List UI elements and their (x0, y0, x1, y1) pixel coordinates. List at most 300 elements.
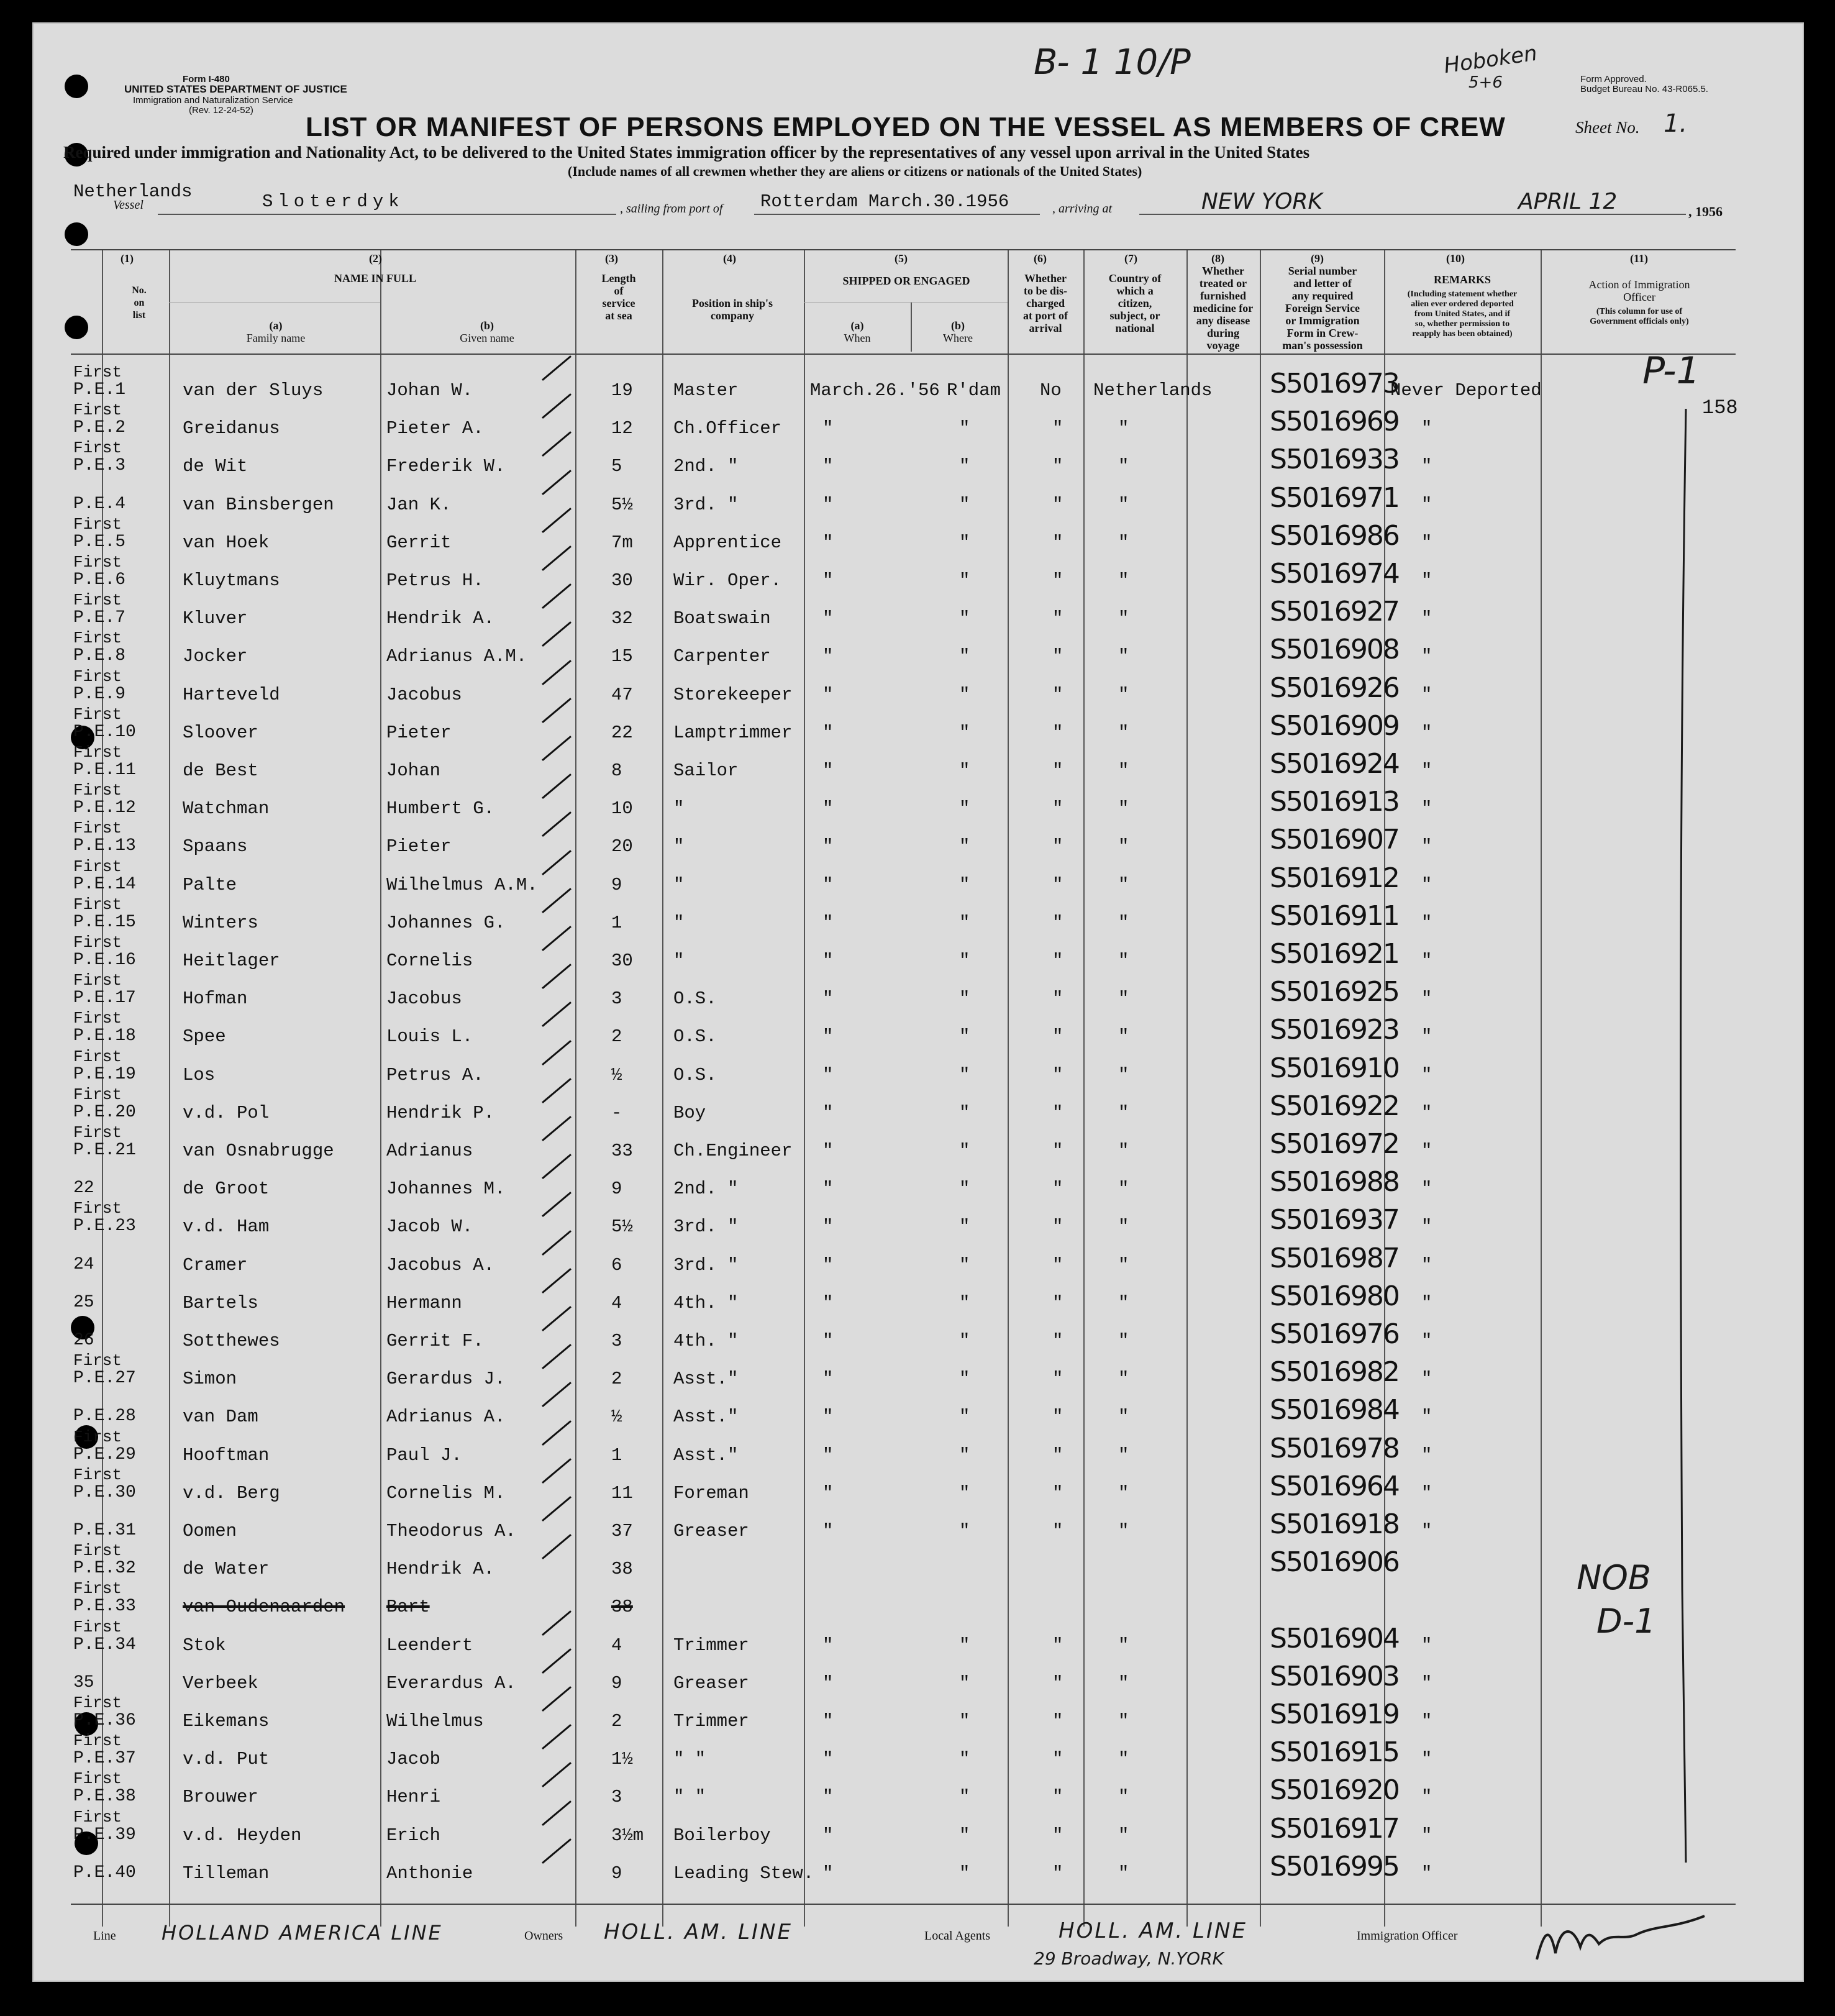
table-row (34, 1850, 1803, 1896)
remarks: " (1421, 1369, 1432, 1390)
serial-number: S5016933 (1270, 444, 1399, 476)
row-number: P.E.34 (73, 1635, 136, 1654)
length-of-service: 33 (611, 1141, 633, 1161)
family-name: Tilleman (183, 1863, 270, 1884)
serial-number: S5016964 (1270, 1470, 1399, 1502)
position: O.S. (673, 1026, 717, 1047)
given-name: Gerrit F. (386, 1331, 484, 1351)
shipped-when: " (822, 1407, 834, 1428)
vessel-nationality: Netherlands (73, 181, 193, 202)
shipped-where: " (959, 1369, 970, 1390)
col11-subheader: (This column for use of Government officials only) (1590, 307, 1689, 326)
col2b-label: (b) (480, 319, 494, 332)
given-name: Paul J. (386, 1444, 462, 1466)
table-row (34, 1318, 1803, 1364)
shipped-when: " (822, 836, 834, 857)
manifest-page (32, 22, 1804, 1982)
shipped-where: R'dam (947, 380, 1001, 401)
family-name: Verbeek (183, 1672, 258, 1694)
remarks: " (1421, 532, 1432, 553)
row-class-mark: First (73, 933, 122, 952)
shipped-where: " (959, 532, 970, 553)
shipped-where: " (959, 1141, 970, 1161)
col1-number: (1) (121, 252, 134, 265)
discharge-flag: " (1052, 1292, 1063, 1313)
col2b-header: Given name (460, 332, 514, 344)
discharge-flag: " (1052, 1749, 1063, 1770)
discharge-flag: " (1052, 1863, 1063, 1884)
row-number: P.E.23 (73, 1216, 136, 1236)
position: 4th. " (673, 1292, 739, 1313)
discharge-flag: " (1052, 1141, 1063, 1161)
country: " (1118, 988, 1129, 1010)
shipped-when: " (822, 1141, 834, 1161)
punch-hole (65, 222, 88, 246)
serial-number: S5016920 (1270, 1774, 1399, 1807)
position: 2nd. " (673, 456, 739, 477)
family-name: van Dam (183, 1407, 258, 1428)
row-class-mark: First (73, 857, 122, 876)
position: " (673, 798, 685, 819)
family-name: Stok (183, 1635, 226, 1656)
given-name: Anthonie (386, 1863, 473, 1884)
serial-number: S5016984 (1270, 1394, 1399, 1426)
shipped-when: " (822, 1787, 834, 1808)
length-of-service: 1 (611, 1444, 622, 1466)
budget-bureau: Budget Bureau No. 43-R065.5. (1580, 84, 1708, 94)
given-name: Humbert G. (386, 798, 495, 819)
handwritten-158-mark: 158 (1702, 396, 1738, 419)
shipped-when: " (822, 1292, 834, 1313)
row-number: P.E.31 (73, 1521, 136, 1540)
col10-subheader: (Including statement whether alien ever ordered deported from United States, and if so, whether permission to reapply has been obtained) (1407, 290, 1518, 339)
row-class-mark: First (73, 401, 122, 420)
shipped-where: " (959, 1292, 970, 1313)
country: " (1118, 1521, 1129, 1541)
discharge-flag: " (1052, 684, 1063, 705)
row-class-mark: First (73, 1047, 122, 1066)
country: " (1118, 1711, 1129, 1731)
family-name: van Oudenaarden (183, 1597, 345, 1618)
serial-number: S5016921 (1270, 938, 1399, 970)
given-name: Jacob W. (386, 1216, 473, 1238)
position: Greaser (673, 1521, 749, 1541)
serial-number: S5016971 (1270, 481, 1399, 514)
shipped-when: " (822, 1672, 834, 1694)
row-number: P.E.28 (73, 1407, 136, 1426)
shipped-where: " (959, 684, 970, 705)
given-name: Adrianus A.M. (386, 646, 527, 667)
position: Ch.Engineer (673, 1141, 793, 1161)
shipped-where: " (959, 1787, 970, 1808)
serial-number: S5016927 (1270, 596, 1399, 628)
family-name: Eikemans (183, 1711, 270, 1731)
col4-header: Position in ship's company (691, 297, 773, 322)
shipped-where: " (959, 836, 970, 857)
shipped-when: " (822, 418, 834, 439)
footer-agents-address: 29 Broadway, N.YORK (1034, 1948, 1224, 1969)
length-of-service: 3 (611, 1331, 622, 1351)
position: Greaser (673, 1672, 749, 1694)
length-of-service: 19 (611, 380, 633, 401)
discharge-flag: " (1052, 874, 1063, 895)
footer-officer-label: Immigration Officer (1357, 1929, 1458, 1943)
given-name: Theodorus A. (386, 1521, 516, 1541)
shipped-when: " (822, 646, 834, 667)
position: Boilerboy (673, 1825, 771, 1846)
shipped-where: " (959, 1749, 970, 1770)
remarks: " (1421, 1672, 1432, 1694)
shipped-where: " (959, 1521, 970, 1541)
length-of-service: 30 (611, 570, 633, 591)
table-row (34, 1085, 1803, 1136)
country: " (1118, 532, 1129, 553)
row-class-mark: First (73, 705, 122, 724)
table-row (34, 1769, 1803, 1820)
given-name: Johannes M. (386, 1179, 506, 1200)
table-row (34, 553, 1803, 603)
row-number: P.E.27 (73, 1369, 136, 1389)
length-of-service: 4 (611, 1635, 622, 1656)
shipped-when: " (822, 1749, 834, 1770)
country: " (1118, 1254, 1129, 1275)
discharge-flag: " (1052, 494, 1063, 515)
serial-number: S5016986 (1270, 519, 1399, 552)
col5a-header: When (844, 332, 871, 344)
serial-number: S5016976 (1270, 1318, 1399, 1350)
discharge-flag: " (1052, 1407, 1063, 1428)
table-row (34, 1694, 1803, 1744)
shipped-when: " (822, 722, 834, 743)
length-of-service: 22 (611, 722, 633, 743)
family-name: Los (183, 1064, 216, 1085)
position: Trimmer (673, 1711, 749, 1731)
col10-number: (10) (1446, 252, 1465, 265)
discharge-flag: " (1052, 1102, 1063, 1123)
col10-header: REMARKS (1433, 273, 1491, 286)
family-name: v.d. Pol (183, 1102, 270, 1123)
family-name: de Groot (183, 1179, 270, 1200)
shipped-when: " (822, 1711, 834, 1731)
table-row (34, 1807, 1803, 1858)
row-class-mark: First (73, 819, 122, 838)
position: " (673, 951, 685, 971)
row-number: P.E.19 (73, 1064, 136, 1084)
discharge-flag: " (1052, 912, 1063, 933)
col7-number: (7) (1124, 252, 1137, 265)
length-of-service: 3 (611, 988, 622, 1010)
discharge-flag: " (1052, 722, 1063, 743)
country: " (1118, 1749, 1129, 1770)
serial-number: S5016917 (1270, 1812, 1399, 1845)
shipped-where: " (959, 494, 970, 515)
row-class-mark: First (73, 514, 122, 534)
row-class-mark: First (73, 1465, 122, 1484)
row-number: P.E.10 (73, 722, 136, 742)
row-class-mark: First (73, 1617, 122, 1636)
serial-number: S5016911 (1270, 900, 1399, 932)
serial-number: S5016918 (1270, 1508, 1399, 1540)
table-row (34, 1280, 1803, 1326)
remarks: " (1421, 1521, 1432, 1541)
shipped-where: " (959, 1102, 970, 1123)
page-title: LIST OR MANIFEST OF PERSONS EMPLOYED ON THE VESSEL AS MEMBERS OF CREW (306, 112, 1506, 142)
table-row (34, 1123, 1803, 1174)
family-name: Spee (183, 1026, 226, 1047)
table-row (34, 743, 1803, 793)
given-name: Jacob (386, 1749, 441, 1770)
col11-header: Action of Immigration Officer (1588, 278, 1690, 303)
shipped-where: " (959, 1444, 970, 1466)
remarks: " (1421, 456, 1432, 477)
family-name: van Osnabrugge (183, 1141, 334, 1161)
shipped-where: " (959, 646, 970, 667)
discharge-flag: " (1052, 1369, 1063, 1390)
row-class-mark: First (73, 1123, 122, 1142)
row-number: 25 (73, 1292, 94, 1312)
country: " (1118, 494, 1129, 515)
table-row (34, 781, 1803, 831)
position: Apprentice (673, 532, 782, 553)
country: " (1118, 1787, 1129, 1808)
remarks: " (1421, 912, 1432, 933)
family-name: Brouwer (183, 1787, 258, 1808)
table-row (34, 819, 1803, 869)
shipped-when: " (822, 532, 834, 553)
shipped-where: " (959, 798, 970, 819)
serial-number: S5016922 (1270, 1090, 1399, 1122)
discharge-flag: " (1052, 1179, 1063, 1200)
discharge-flag: " (1052, 1672, 1063, 1694)
table-row (34, 1427, 1803, 1478)
serial-number: S5016987 (1270, 1242, 1399, 1274)
row-number: P.E.36 (73, 1711, 136, 1730)
col5-header: SHIPPED OR ENGAGED (842, 275, 970, 287)
position: " " (673, 1749, 706, 1770)
remarks: " (1421, 760, 1432, 781)
sailing-label: , sailing from port of (620, 202, 723, 216)
family-name: Simon (183, 1369, 237, 1390)
discharge-flag: " (1052, 1064, 1063, 1085)
length-of-service: 5½ (611, 494, 633, 515)
shipped-when: " (822, 1521, 834, 1541)
position: Carpenter (673, 646, 771, 667)
row-number: P.E.4 (73, 494, 126, 514)
shipped-when: " (822, 988, 834, 1010)
country: " (1118, 836, 1129, 857)
table-row (34, 971, 1803, 1021)
length-of-service: 47 (611, 684, 633, 705)
length-of-service: 32 (611, 608, 633, 629)
position: Asst." (673, 1369, 739, 1390)
shipped-when: " (822, 1179, 834, 1200)
row-class-mark: First (73, 1351, 122, 1371)
given-name: Hendrik A. (386, 608, 495, 629)
row-class-mark: First (73, 667, 122, 686)
shipped-when: " (822, 1216, 834, 1238)
family-name: Cramer (183, 1254, 248, 1275)
length-of-service: 9 (611, 1179, 622, 1200)
length-of-service: 9 (611, 1672, 622, 1694)
shipped-where: " (959, 874, 970, 895)
remarks: " (1421, 684, 1432, 705)
discharge-flag: No (1040, 380, 1062, 401)
col2a-label: (a) (269, 319, 283, 332)
discharge-flag: " (1052, 418, 1063, 439)
discharge-flag: " (1052, 1216, 1063, 1238)
shipped-where: " (959, 912, 970, 933)
length-of-service: 15 (611, 646, 633, 667)
discharge-flag: " (1052, 988, 1063, 1010)
country: " (1118, 1635, 1129, 1656)
country: " (1118, 1331, 1129, 1351)
shipped-when: " (822, 1064, 834, 1085)
footer-agents-value: HOLL. AM. LINE (1059, 1918, 1247, 1943)
serial-number: S5016915 (1270, 1736, 1399, 1769)
shipped-when: " (822, 874, 834, 895)
family-name: Greidanus (183, 418, 280, 439)
country: " (1118, 1369, 1129, 1390)
shipped-where: " (959, 1635, 970, 1656)
shipped-when: " (822, 798, 834, 819)
length-of-service: 2 (611, 1026, 622, 1047)
discharge-flag: " (1052, 570, 1063, 591)
footer-owners-label: Owners (524, 1929, 563, 1943)
discharge-flag: " (1052, 1444, 1063, 1466)
length-of-service: 10 (611, 798, 633, 819)
row-class-mark: First (73, 1769, 122, 1789)
shipped-where: " (959, 1064, 970, 1085)
position: " (673, 836, 685, 857)
given-name: Adrianus (386, 1141, 473, 1161)
country: " (1118, 418, 1129, 439)
position: " (673, 912, 685, 933)
shipped-when: " (822, 1825, 834, 1846)
arrival-year: , 1956 (1688, 204, 1723, 219)
table-row (34, 857, 1803, 908)
length-of-service: 4 (611, 1292, 622, 1313)
remarks: " (1421, 1482, 1432, 1503)
given-name: Wilhelmus (386, 1711, 484, 1731)
col6-header: Whether to be dis- charged at port of arrival (1023, 272, 1068, 334)
table-row (34, 481, 1803, 527)
row-class-mark: First (73, 363, 122, 381)
remarks: " (1421, 1407, 1432, 1428)
remarks: " (1421, 608, 1432, 629)
family-name: v.d. Berg (183, 1482, 280, 1503)
table-row (34, 1166, 1803, 1211)
row-class-mark: First (73, 1085, 122, 1104)
shipped-where: " (959, 1711, 970, 1731)
length-of-service: 3½m (611, 1825, 644, 1846)
length-of-service: 9 (611, 874, 622, 895)
serial-number: S5016995 (1270, 1850, 1399, 1882)
table-row (34, 1351, 1803, 1402)
family-name: Palte (183, 874, 237, 895)
length-of-service: 12 (611, 418, 633, 439)
row-class-mark: First (73, 743, 122, 762)
length-of-service: 5½ (611, 1216, 633, 1238)
family-name: Hooftman (183, 1444, 270, 1466)
family-name: Spaans (183, 836, 248, 857)
sheet-label: Sheet No. (1575, 118, 1640, 137)
row-class-mark: First (73, 1541, 122, 1561)
row-number: P.E.32 (73, 1559, 136, 1579)
officer-signature (1524, 1897, 1723, 1966)
shipped-where: " (959, 1482, 970, 1503)
remarks: " (1421, 1064, 1432, 1085)
position: Boy (673, 1102, 706, 1123)
family-name: van der Sluys (183, 380, 324, 401)
shipped-where: " (959, 456, 970, 477)
table-row (34, 514, 1803, 565)
serial-number: S5016978 (1270, 1432, 1399, 1464)
row-number: P.E.29 (73, 1444, 136, 1464)
margin-bracket-line (1661, 409, 1711, 1875)
col1-header: No. on list (132, 285, 147, 321)
shipped-where: " (959, 951, 970, 971)
length-of-service: - (611, 1102, 622, 1123)
requirement-text: Required under immigration and Nationality Act, to be delivered to the United States immigration officer by the representatives of any vessel upon arrival in the United States (63, 143, 1310, 162)
position: Wir. Oper. (673, 570, 782, 591)
serial-number: S5016906 (1270, 1546, 1399, 1579)
vessel-label: Vessel (113, 198, 143, 212)
row-class-mark: First (73, 1009, 122, 1028)
row-class-mark: First (73, 895, 122, 914)
given-name: Jacobus A. (386, 1254, 495, 1275)
serial-number: S5016982 (1270, 1356, 1399, 1389)
sheet-number: 1. (1664, 109, 1688, 138)
given-name: Johan (386, 760, 441, 781)
discharge-flag: " (1052, 1787, 1063, 1808)
form-number: Form I-480 (183, 74, 230, 84)
port-of-arrival: NEW YORK (1201, 189, 1323, 214)
col7-header: Country of which a citizen, subject, or national (1108, 272, 1162, 334)
given-name: Gerardus J. (386, 1369, 506, 1390)
country: " (1118, 1825, 1129, 1846)
remarks: " (1421, 1825, 1432, 1846)
shipped-where: " (959, 988, 970, 1010)
handwritten-nob-mark: NOB (1577, 1558, 1651, 1597)
remarks: " (1421, 1254, 1432, 1275)
table-row (34, 895, 1803, 946)
length-of-service: 30 (611, 951, 633, 971)
length-of-service: 2 (611, 1369, 622, 1390)
remarks: " (1421, 1331, 1432, 1351)
table-row (34, 705, 1803, 755)
row-number: P.E.11 (73, 760, 136, 780)
family-name: v.d. Put (183, 1749, 270, 1770)
table-row (34, 1731, 1803, 1782)
position: Foreman (673, 1482, 749, 1503)
country: " (1118, 912, 1129, 933)
discharge-flag: " (1052, 1521, 1063, 1541)
country: " (1118, 1292, 1129, 1313)
discharge-flag: " (1052, 760, 1063, 781)
given-name: Everardus A. (386, 1672, 516, 1694)
discharge-flag: " (1052, 1254, 1063, 1275)
shipped-where: " (959, 608, 970, 629)
given-name: Jacobus (386, 684, 462, 705)
position: Asst." (673, 1444, 739, 1466)
row-number: P.E.13 (73, 836, 136, 856)
remarks: " (1421, 798, 1432, 819)
footer-line-value: HOLLAND AMERICA LINE (162, 1921, 443, 1945)
length-of-service: 6 (611, 1254, 622, 1275)
discharge-flag: " (1052, 1331, 1063, 1351)
row-number: P.E.30 (73, 1482, 136, 1502)
remarks: " (1421, 418, 1432, 439)
